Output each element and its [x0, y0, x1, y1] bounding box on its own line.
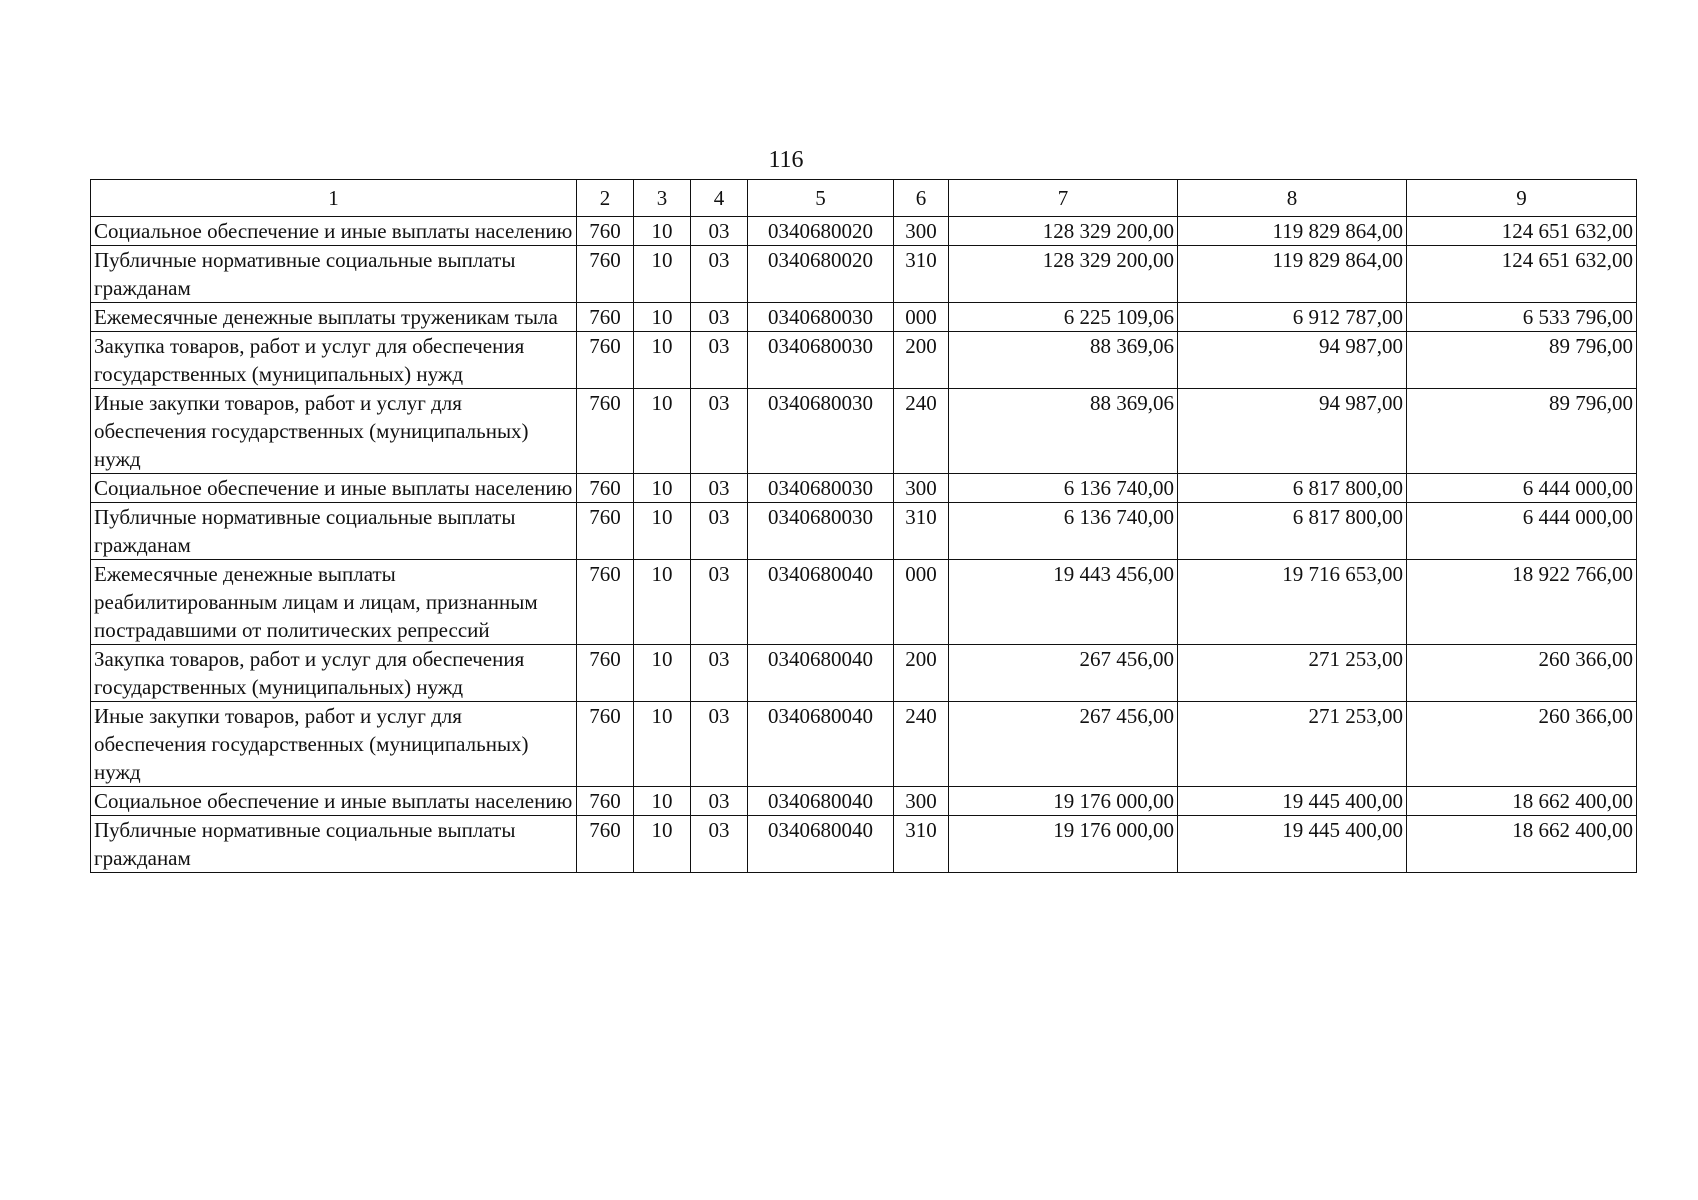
amount-year-2-cell: 119 829 864,00 — [1178, 217, 1407, 246]
expense-type-code-cell: 240 — [894, 389, 949, 474]
amount-year-1-cell: 6 136 740,00 — [949, 474, 1178, 503]
row-name-cell: Ежемесячные денежные выплаты труженикам тыла — [91, 303, 577, 332]
table-row — [91, 474, 1637, 503]
table-row — [91, 787, 1637, 816]
ministry-code-cell: 760 — [577, 503, 634, 560]
column-header: 1 — [91, 180, 577, 217]
amount-year-2-cell: 271 253,00 — [1178, 702, 1407, 787]
expense-type-code-cell: 200 — [894, 645, 949, 702]
subsection-code-cell: 03 — [691, 217, 748, 246]
target-item-code-cell: 0340680030 — [748, 303, 894, 332]
table-body — [91, 217, 1637, 873]
amount-year-3-cell: 260 366,00 — [1407, 702, 1637, 787]
column-header: 8 — [1178, 180, 1407, 217]
target-item-code-cell: 0340680030 — [748, 389, 894, 474]
table-row — [91, 332, 1637, 389]
amount-year-1-cell: 19 176 000,00 — [949, 816, 1178, 873]
header-row — [91, 180, 1637, 217]
ministry-code-cell: 760 — [577, 389, 634, 474]
ministry-code-cell: 760 — [577, 702, 634, 787]
ministry-code-cell: 760 — [577, 474, 634, 503]
ministry-code-cell: 760 — [577, 303, 634, 332]
amount-year-1-cell: 88 369,06 — [949, 332, 1178, 389]
row-name-cell: Социальное обеспечение и иные выплаты населению — [91, 217, 577, 246]
amount-year-2-cell: 6 817 800,00 — [1178, 474, 1407, 503]
row-name-cell: Публичные нормативные социальные выплаты гражданам — [91, 503, 577, 560]
expense-type-code-cell: 310 — [894, 503, 949, 560]
expense-type-code-cell: 300 — [894, 217, 949, 246]
amount-year-1-cell: 128 329 200,00 — [949, 217, 1178, 246]
budget-table — [90, 179, 1637, 873]
amount-year-3-cell: 6 444 000,00 — [1407, 474, 1637, 503]
target-item-code-cell: 0340680040 — [748, 560, 894, 645]
amount-year-1-cell: 267 456,00 — [949, 645, 1178, 702]
subsection-code-cell: 03 — [691, 303, 748, 332]
section-code-cell: 10 — [634, 560, 691, 645]
table-row — [91, 645, 1637, 702]
row-name-cell: Ежемесячные денежные выплаты реабилитированным лицам и лицам, признанным пострадавшими от политических репрессий — [91, 560, 577, 645]
amount-year-2-cell: 19 445 400,00 — [1178, 816, 1407, 873]
column-header: 5 — [748, 180, 894, 217]
subsection-code-cell: 03 — [691, 503, 748, 560]
expense-type-code-cell: 000 — [894, 303, 949, 332]
expense-type-code-cell: 300 — [894, 787, 949, 816]
amount-year-3-cell: 6 444 000,00 — [1407, 503, 1637, 560]
target-item-code-cell: 0340680040 — [748, 702, 894, 787]
subsection-code-cell: 03 — [691, 246, 748, 303]
amount-year-1-cell: 19 443 456,00 — [949, 560, 1178, 645]
amount-year-1-cell: 267 456,00 — [949, 702, 1178, 787]
table-row — [91, 702, 1637, 787]
section-code-cell: 10 — [634, 389, 691, 474]
section-code-cell: 10 — [634, 332, 691, 389]
ministry-code-cell: 760 — [577, 560, 634, 645]
amount-year-3-cell: 89 796,00 — [1407, 332, 1637, 389]
ministry-code-cell: 760 — [577, 246, 634, 303]
target-item-code-cell: 0340680020 — [748, 217, 894, 246]
column-header: 7 — [949, 180, 1178, 217]
amount-year-2-cell: 6 817 800,00 — [1178, 503, 1407, 560]
amount-year-3-cell: 18 662 400,00 — [1407, 787, 1637, 816]
row-name-cell: Закупка товаров, работ и услуг для обеспечения государственных (муниципальных) нужд — [91, 332, 577, 389]
table-row — [91, 560, 1637, 645]
section-code-cell: 10 — [634, 217, 691, 246]
table-header — [91, 180, 1637, 217]
ministry-code-cell: 760 — [577, 332, 634, 389]
expense-type-code-cell: 240 — [894, 702, 949, 787]
amount-year-3-cell: 124 651 632,00 — [1407, 217, 1637, 246]
column-header: 9 — [1407, 180, 1637, 217]
row-name-cell: Публичные нормативные социальные выплаты гражданам — [91, 246, 577, 303]
section-code-cell: 10 — [634, 787, 691, 816]
amount-year-1-cell: 19 176 000,00 — [949, 787, 1178, 816]
subsection-code-cell: 03 — [691, 645, 748, 702]
target-item-code-cell: 0340680030 — [748, 332, 894, 389]
section-code-cell: 10 — [634, 645, 691, 702]
row-name-cell: Публичные нормативные социальные выплаты гражданам — [91, 816, 577, 873]
subsection-code-cell: 03 — [691, 787, 748, 816]
ministry-code-cell: 760 — [577, 645, 634, 702]
amount-year-1-cell: 88 369,06 — [949, 389, 1178, 474]
page-number — [0, 146, 1698, 174]
amount-year-1-cell: 6 136 740,00 — [949, 503, 1178, 560]
amount-year-2-cell: 94 987,00 — [1178, 332, 1407, 389]
target-item-code-cell: 0340680020 — [748, 246, 894, 303]
amount-year-3-cell: 89 796,00 — [1407, 389, 1637, 474]
table-row — [91, 816, 1637, 873]
amount-year-3-cell: 18 922 766,00 — [1407, 560, 1637, 645]
subsection-code-cell: 03 — [691, 560, 748, 645]
amount-year-2-cell: 94 987,00 — [1178, 389, 1407, 474]
amount-year-2-cell: 19 445 400,00 — [1178, 787, 1407, 816]
column-header: 6 — [894, 180, 949, 217]
amount-year-3-cell: 124 651 632,00 — [1407, 246, 1637, 303]
row-name-cell: Иные закупки товаров, работ и услуг для обеспечения государственных (муниципальных) нужд — [91, 389, 577, 474]
subsection-code-cell: 03 — [691, 474, 748, 503]
column-header: 4 — [691, 180, 748, 217]
expense-type-code-cell: 000 — [894, 560, 949, 645]
subsection-code-cell: 03 — [691, 389, 748, 474]
subsection-code-cell: 03 — [691, 332, 748, 389]
ministry-code-cell: 760 — [577, 217, 634, 246]
expense-type-code-cell: 310 — [894, 816, 949, 873]
target-item-code-cell: 0340680040 — [748, 645, 894, 702]
table-row — [91, 389, 1637, 474]
table-row — [91, 217, 1637, 246]
row-name-cell: Иные закупки товаров, работ и услуг для обеспечения государственных (муниципальных) нужд — [91, 702, 577, 787]
table-row — [91, 303, 1637, 332]
expense-type-code-cell: 200 — [894, 332, 949, 389]
section-code-cell: 10 — [634, 702, 691, 787]
row-name-cell: Социальное обеспечение и иные выплаты населению — [91, 787, 577, 816]
table-row — [91, 246, 1637, 303]
row-name-cell: Социальное обеспечение и иные выплаты населению — [91, 474, 577, 503]
ministry-code-cell: 760 — [577, 816, 634, 873]
section-code-cell: 10 — [634, 474, 691, 503]
target-item-code-cell: 0340680030 — [748, 474, 894, 503]
column-header: 2 — [577, 180, 634, 217]
ministry-code-cell: 760 — [577, 787, 634, 816]
amount-year-3-cell: 260 366,00 — [1407, 645, 1637, 702]
subsection-code-cell: 03 — [691, 816, 748, 873]
column-header: 3 — [634, 180, 691, 217]
amount-year-3-cell: 18 662 400,00 — [1407, 816, 1637, 873]
table-row — [91, 503, 1637, 560]
section-code-cell: 10 — [634, 246, 691, 303]
amount-year-2-cell: 19 716 653,00 — [1178, 560, 1407, 645]
page-number-text: 116 — [768, 147, 804, 173]
amount-year-2-cell: 119 829 864,00 — [1178, 246, 1407, 303]
amount-year-2-cell: 6 912 787,00 — [1178, 303, 1407, 332]
row-name-cell: Закупка товаров, работ и услуг для обеспечения государственных (муниципальных) нужд — [91, 645, 577, 702]
target-item-code-cell: 0340680040 — [748, 816, 894, 873]
target-item-code-cell: 0340680040 — [748, 787, 894, 816]
section-code-cell: 10 — [634, 503, 691, 560]
expense-type-code-cell: 310 — [894, 246, 949, 303]
amount-year-1-cell: 128 329 200,00 — [949, 246, 1178, 303]
section-code-cell: 10 — [634, 303, 691, 332]
amount-year-3-cell: 6 533 796,00 — [1407, 303, 1637, 332]
subsection-code-cell: 03 — [691, 702, 748, 787]
amount-year-2-cell: 271 253,00 — [1178, 645, 1407, 702]
expense-type-code-cell: 300 — [894, 474, 949, 503]
amount-year-1-cell: 6 225 109,06 — [949, 303, 1178, 332]
target-item-code-cell: 0340680030 — [748, 503, 894, 560]
section-code-cell: 10 — [634, 816, 691, 873]
